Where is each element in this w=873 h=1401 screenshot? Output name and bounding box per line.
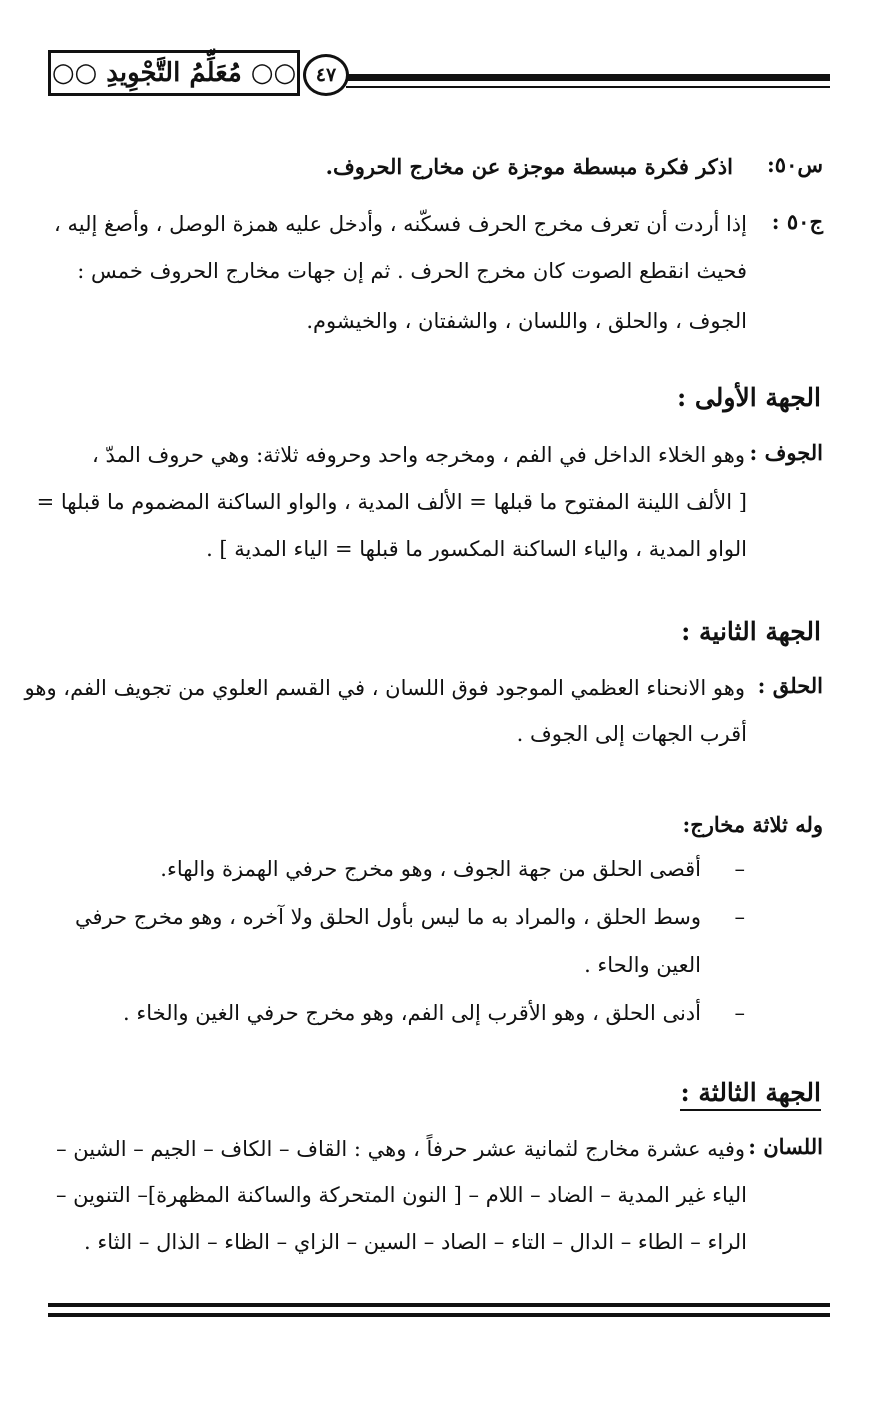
list-dash: – xyxy=(734,905,745,929)
header-rule-thin xyxy=(346,86,830,88)
answer-label: ج٥٠ : xyxy=(771,209,823,234)
term-label: الجوف : xyxy=(749,440,823,465)
answer-line: الجوف ، والحلق ، واللسان ، والشفتان ، والخيشوم. xyxy=(306,309,747,333)
list-item: وسط الحلق ، والمراد به ما ليس بأول الحلق ولا آخره ، وهو مخرج حرفي xyxy=(74,905,701,929)
list-dash: – xyxy=(734,857,745,881)
paragraph-line: وهو الانحناء العظمي الموجود فوق اللسان ، في القسم العلوي من تجويف الفم، وهو xyxy=(24,676,745,700)
paragraph-line: وفيه عشرة مخارج لثمانية عشر حرفاً ، وهي : القاف – الكاف – الجيم – الشين – xyxy=(56,1137,745,1161)
paragraph-line: الواو المدية ، والياء الساكنة المكسور ما قبلها = الياء المدية ] . xyxy=(206,537,747,561)
section-heading: الجهة الأولى : xyxy=(677,383,821,412)
running-title: ○○ مُعَلِّمُ التَّجْوِيدِ ○○ xyxy=(51,58,297,88)
answer-line: فحيث انقطع الصوت كان مخرج الحرف . ثم إن جهات مخارج الحروف خمس : xyxy=(77,259,747,283)
list-item-continuation: العين والحاء . xyxy=(584,953,701,977)
header-rule-thick xyxy=(346,74,830,81)
section-heading: الجهة الثانية : xyxy=(681,617,821,646)
term-label: اللسان : xyxy=(748,1134,823,1159)
paragraph-line: [ الألف اللينة المفتوح ما قبلها = الألف المدية ، والواو الساكنة المضموم ما قبلها = xyxy=(36,490,747,514)
list-item: أقصى الحلق من جهة الجوف ، وهو مخرج حرفي الهمزة والهاء. xyxy=(160,857,701,881)
answer-line: إذا أردت أن تعرف مخرج الحرف فسكّنه ، وأدخل عليه همزة الوصل ، وأصغ إليه ، xyxy=(54,212,747,236)
section-heading-underlined: الجهة الثالثة : xyxy=(680,1078,821,1111)
term-label: الحلق : xyxy=(757,673,823,698)
footer-rule-bottom xyxy=(48,1313,830,1317)
subheading: وله ثلاثة مخارج: xyxy=(682,812,823,837)
footer-rule-top xyxy=(48,1303,830,1307)
section-heading xyxy=(680,1078,821,1107)
paragraph-line: وهو الخلاء الداخل في الفم ، ومخرجه واحد وحروفه ثلاثة: وهي حروف المدّ ، xyxy=(92,443,745,467)
question-label: س٥٠: xyxy=(767,152,823,177)
page-number-circle xyxy=(303,54,349,96)
paragraph-line: الراء – الطاء – الدال – التاء – الصاد – السين – الزاي – الظاء – الذال – الثاء . xyxy=(84,1230,747,1254)
paragraph-line: الياء غير المدية – الضاد – اللام – [ النون المتحركة والساكنة المظهرة]– التنوين – xyxy=(55,1183,747,1207)
list-dash: – xyxy=(734,1001,745,1025)
running-title-box xyxy=(48,50,300,96)
paragraph-line: أقرب الجهات إلى الجوف . xyxy=(516,722,747,746)
page-number: ٤٧ xyxy=(315,64,337,86)
question-text: اذكر فكرة مبسطة موجزة عن مخارج الحروف. xyxy=(325,154,733,179)
list-item: أدنى الحلق ، وهو الأقرب إلى الفم، وهو مخرج حرفي الغين والخاء . xyxy=(123,1001,701,1025)
